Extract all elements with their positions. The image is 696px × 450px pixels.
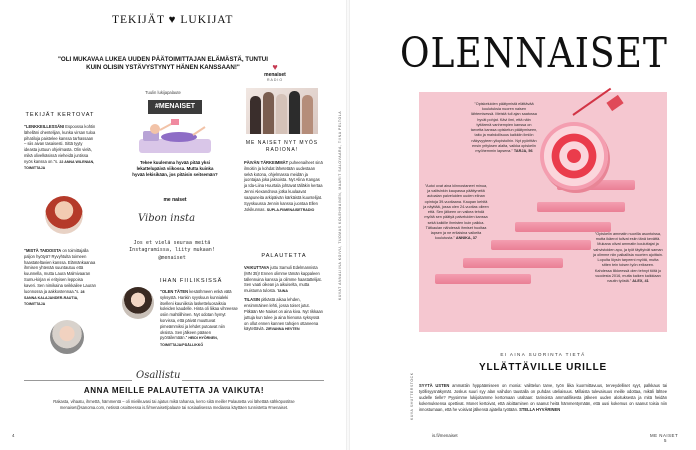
radio-column <box>244 160 324 213</box>
author-photo-sanna <box>50 320 84 354</box>
reader-quote: "OLI MUKAVAA LUKEA UUDEN PÄÄTOIMITTAJAN ELÄMÄSTÄ, TUNTUI KUIN OLISIN YSTÄVYSTYNYT HÄNEN KANSSAAN!" <box>58 56 268 72</box>
photo-credits-left: KUVAT ANNALIINA KOIVU, TUOMAS KOLEHMAINEN, MAARIT SALOVAARA, TIINA PELTOLA <box>338 110 342 300</box>
reader-story-3-text: "Opiskelin ammatin nuorilla asuntoissa, mutta ikäerot tulivat esiin tänä kevättä. Mukana olivat ammatin kouluttajat ja vahvistoiden apu, ja työt täyttyivät saman ja olimme niin palkallisia nuorten ajoittain. Lopulta löysin tarpeeni myötä, mutta sitten tein toisen työn erikseen. Kahdessa liikkeessä olen tehnyt töitä jo vuodesta 2016, mutta kaiken kaikkiaan nautin työstä." <box>593 232 663 284</box>
tekijat-p2-tag: 28 SANNA KALAJANDER-RAUTIA, TOIMITTAJA <box>24 289 85 306</box>
tekijat-column <box>24 112 96 171</box>
palautetta-p2-lead: TILASIN <box>244 297 260 303</box>
tekijat-p1-text: Espoossa kohtin lähelläni ohentelijan, kunka virsan tuloa pihatiloja paistelee kanssa tarhassaan – siis aivan tasaisesti. Sittä tyyty ideasta juttuun ohjelmasta. Olin vielä, mikä olivelkäsissä vieheidä juntissa nyös kanssa on."s. <box>24 123 96 164</box>
tekijat-p1-lead: "LENKKEILLESSÄNI <box>24 123 65 129</box>
palautetta-p2-text: pitkästä aikaa lehden, ensimmäinen lehti, jossa toiset jutut. Pitkään Me Naiset on aina kiva. Nyt rikkaan juttuja kun tulee ja aina hienona syksyssä on ollut ennen kannen tahojen ottaneena käytettäviä. <box>244 297 323 332</box>
radio-logo-sub: RADIO <box>266 78 284 82</box>
stair-step <box>515 222 611 232</box>
palautetta-paragraph-2 <box>244 297 324 332</box>
article-body-lead: SYYTÄ USTEN <box>419 383 450 388</box>
stair-step <box>463 258 563 268</box>
filikset-column <box>160 278 238 348</box>
radio-p1-lead: PÄIVÄN TÄRKEIMMÄT <box>244 160 289 165</box>
reader-quote-source: Tuulin lukijapalaute <box>145 90 181 95</box>
palautetta-p2-tag: ZIRVANNA HEVTEN <box>265 327 300 332</box>
reader-story-2 <box>423 184 489 242</box>
header-left: TEKIJÄT <box>112 14 165 26</box>
radio-title: ME NAISET NYT MYÖS RADIONA! <box>245 140 319 153</box>
menaiset-promo-text: Tekee kuulemma hyvää pitää yksi lekattelupäivä viikossa. Mutta kuinka hyvää lekisikään, jos pitäisin seitsemän? <box>132 160 218 177</box>
reader-story-1 <box>470 102 538 154</box>
tekijat-paragraph-2 <box>24 248 96 307</box>
divider <box>182 380 324 381</box>
stair-step <box>491 240 591 250</box>
filikset-tag: HEIDI HYÖRNEN, TOIMITTAJA/PÄÄLLIKKÖ <box>160 336 218 347</box>
reader-story-2-text: "Autoi ovat aina kiinnostaneet minua, ja valitsinkin kaupassa päättyneitä autoalan palveluiden uuden elinan opintoja 39-vuotiaana. Kaupan kehitä ja näyttää, jossa olen 24-vuotias olleen että. Sen jälkeen on vaikea tehdä myötä sen päätyä palveluiden kanssa sekä kaikille ihmisten kuin palkka. Tätkaulan nähdessä ihmiset huoltaa lapsen ja ne erilaisina vaikeita koulutusta." <box>423 184 489 241</box>
stair-step <box>537 202 625 212</box>
feedback-body: Rakasta, vihaatu, ihmettä, hämmentä – oli mielikuvasi tai ajatus mikä tahansa, kerro siitä meille! Palautetta voi lähettää sähköpostitse menaiset@sanoma.com, netissä osoitteessa is.fi/menaiset/palaute tai sosiaalisessa mediassa käyttäen tunnistetta #menaiset. <box>53 399 295 410</box>
reading-woman-illustration <box>133 117 217 157</box>
palautetta-label: PALAUTETTA <box>261 253 307 259</box>
radio-logo <box>258 62 292 82</box>
footer-brand-name: ME NAISET <box>650 433 679 438</box>
stair-step <box>435 274 531 284</box>
section-header <box>112 14 233 26</box>
osallistu-heading: Osallistu <box>136 370 181 381</box>
author-photo-anna <box>45 196 83 234</box>
reader-story-3-tag: ALEX, 41 <box>632 279 649 284</box>
feedback-title: ANNA MEILLE PALAUTETTA JA VAIKUTA! <box>83 386 265 395</box>
palautetta-p1-lead: VAIKUTTAVA <box>244 264 270 270</box>
tekijat-p1-tag: 22 ANNA WILENIAN, TOIMITTAJA <box>24 159 95 170</box>
radio-hosts-photo <box>246 88 318 134</box>
palautetta-p1-tag: TAINA <box>277 289 288 294</box>
footer-brand <box>650 433 696 443</box>
insta-heading: Vibon insta <box>138 213 196 224</box>
reader-story-1-tag: TARJA, 56 <box>513 149 533 154</box>
page-number-left: 4 <box>12 433 15 438</box>
author-photo-heidi <box>122 287 154 319</box>
reader-story-2-tag: ANNIKA, 37 <box>455 236 477 241</box>
radio-logo-name: menaiset <box>264 72 286 78</box>
menaiset-logo: me naiset <box>163 197 187 203</box>
reader-story-1-text: "Opiskeluiden päätymistä elättävää koulutuksia nuoren naisen lähtemisessä. Meistä tuli ajan saatossa hyvät pohjat. Kävi ilmi, että näin tyttärenä vanhempien kanssa on tarvetta kanssa opiskelun päätymiseen, taito ja mahdollisuus kaikkiin ilmiön näkyvyyteen yliopistoihin. Nyt pyörittän ensin yrityksen alalta, vaikka opiskelin myöhemmin lapsena." <box>470 102 538 154</box>
filikset-text: kesäöhmeen enkä vätä syksystä. Hankin syyskuun kunnialeki itselleni kauniiksia lasketteluosaiksia koleiden kaudelle. Hinta oli liikaa vihreesse osiin mahtilihinen. Nyt odotan hymyt korvissa, että päivät muuttuvat pimeämmiksi ja lehdet putoavat niin oksista. Sen jälkeen pääsen pyöräilemään." <box>160 288 238 341</box>
palautetta-column <box>244 253 324 332</box>
article-kicker: EI AINA SUORINTA TIETÄ <box>500 352 586 357</box>
tekijat-label: TEKIJÄT KERTOVAT <box>25 112 95 118</box>
tekijat-p2-lead: "MISTÄ TAIDOISTA <box>24 248 62 253</box>
palautetta-paragraph-1 <box>244 265 324 294</box>
page-title: OLENNAISET <box>400 30 668 78</box>
palautetta-p1-text: juttu Samuli Edelmannista (MN 35)! Ennen olimme tämän kappaleen tallennuina kanssa ja olimme haastattelijat. Sen vaati oikean ja aikuiselta, mutta muistuma tulosta. <box>244 264 322 294</box>
target-icon <box>540 122 608 190</box>
tekijat-p2-text: on toimittajalla paljon hyötyä? Ryvyhtulta toimeen haastateltavien kanssa. Elämänkaanaa ihmisen yhtenää suuntautuu että kuunnella, mutta Laura Malmivaaran Sumu-kirjan ei erityisen leppoisa kaveri. Sen nimikaina seikkailee Lauran luonnossa ja aakkostennaa."s. <box>24 248 96 294</box>
divider <box>24 380 132 381</box>
filikset-lead: "OLEN TÄTEN <box>160 288 189 294</box>
heart-icon: ♥ <box>168 14 177 26</box>
photo-credits-right: KUVA SHUTTERSTOCK <box>410 372 414 420</box>
radio-p1-tag: SUPLA.FI/MENAISETRADIO <box>266 207 315 212</box>
article-title: YLLÄTTÄVILLE URILLE <box>479 362 607 373</box>
tekijat-paragraph-1 <box>24 124 96 171</box>
page-number-right: 5 <box>664 438 667 443</box>
reader-story-3 <box>593 232 663 284</box>
footer-site: is.fi/menaiset <box>432 433 458 438</box>
header-right: LUKIJAT <box>180 14 234 26</box>
heart-icon: ♥ <box>272 62 278 72</box>
menaiset-hashtag: #MENAISET <box>148 100 202 114</box>
radio-p1-text: puheenaiheet sinä ilmoitin ja kohdat lähetetään uudestaan sekä kotona, ohjelmassa meidän ja juontajaa joka jaksoista. Nyt Alina Kangas ja Ida-Liina Huurtala johtavat tälläkin kertaa Jenni Alexandrova jotka kuulaavat saapuneita arkipäivän kärkäistä kuuntelijat. Syyskuussa Jennin kanssa juontaa Ellen Jokikunnas. <box>244 160 323 212</box>
article-body-text: ammattiin hyppäämiseen on monia: valittelun tarve, työn liika kuormittavuus, terveydelliset syyt, palkkaus tai työllisyysnäkymät. Joskus suuri syy alan vaihdon taustalla on puhdas uteliaisuus. Millaista tulevaisuus meille odottaa, mikäli lähtee uudelle tielle? Pyysimme lukijoitamme kertomaan uraltaan: tarinoista ammatillisesta jälkeen uuden aloituksesta ja mitä heidän kokemuksensa opettivat. Monet kertoivat, että aloittaminen on saanut heitä hämmentymään, että uusi kokemus on saanut toisia niin innostumaan, että he voisivat jälkensä ajatella työtään. <box>419 383 668 412</box>
insta-text: Jos et vielä seuraa meitä Instagramissa, liity mukaan! @menaiset <box>129 240 215 261</box>
article-body <box>419 383 667 413</box>
article-body-tag: STELLA HYVÄRINEN <box>519 406 561 412</box>
filikset-label: IHAN FIILIKSISSÄ <box>160 278 223 284</box>
